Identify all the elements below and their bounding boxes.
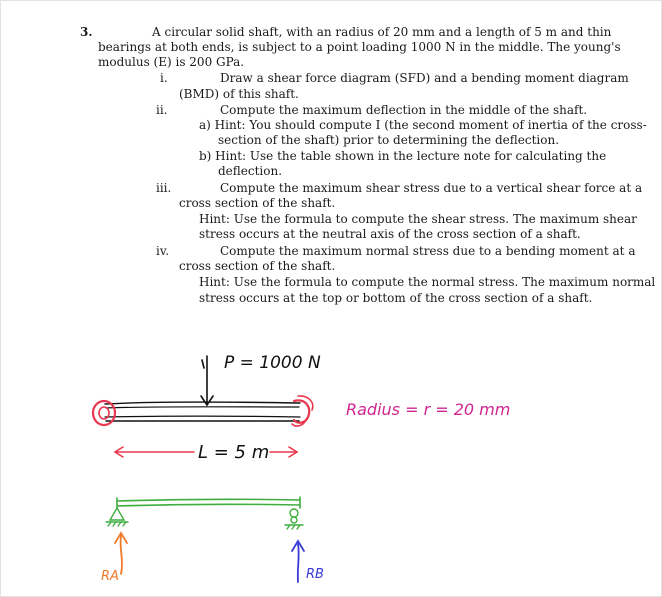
item-ii-hint-a-2: section of the shaft) prior to determining the deflection. [218,133,560,147]
item-ii-text: Compute the maximum deflection in the middle of the shaft. [220,103,588,117]
beam-model [117,497,300,508]
load-arrow-icon [201,356,213,405]
item-i-text-1: Draw a shear force diagram (SFD) and a bending moment diagram [220,71,629,85]
reaction-a-arrow-icon [115,533,127,574]
item-iv-marker: iv. [156,244,170,258]
pin-support-a-icon [106,508,128,526]
length-label: L = 5 m [198,442,270,463]
item-ii-hint-a-1: a) Hint: You should compute I (the second moment of inertia of the cross- [199,118,647,132]
item-ii-marker: ii. [156,103,168,117]
item-iii-hint-2: stress occurs at the neutral axis of the cross section of a shaft. [199,227,581,241]
item-iii-hint-1: Hint: Use the formula to compute the shear stress. The maximum shear [199,212,637,226]
item-iii-text-2: cross section of the shaft. [179,196,336,210]
load-label: P = 1000 N [224,353,321,373]
item-iv-text-2: cross section of the shaft. [179,259,336,273]
item-ii-hint-b-1: b) Hint: Use the table shown in the lecture note for calculating the [199,149,607,163]
item-iii-marker: iii. [156,181,172,195]
reaction-b-arrow-icon [292,541,304,582]
reaction-a-label: RA [101,569,119,584]
item-ii-hint-b-2: deflection. [218,164,283,178]
problem-intro-line-3: modulus (E) is 200 GPa. [98,55,245,69]
reaction-b-label: RB [306,567,324,582]
problem-intro-line-2: bearings at both ends, is subject to a point loading 1000 N in the middle. The young's [98,40,621,54]
item-iii-text-1: Compute the maximum shear stress due to a vertical shear force at a [220,181,643,195]
item-i-text-2: (BMD) of this shaft. [179,87,299,101]
item-i-marker: i. [160,71,168,85]
item-iv-text-1: Compute the maximum normal stress due to a bending moment at a [220,244,636,258]
radius-label: Radius = r = 20 mm [346,400,511,419]
item-iv-hint-1: Hint: Use the formula to compute the normal stress. The maximum normal [199,275,656,289]
item-iv-hint-2: stress occurs at the top or bottom of the cross section of a shaft. [199,291,593,305]
roller-support-b-icon [285,509,303,529]
shaft-body [93,396,313,426]
problem-number: 3. [80,25,93,39]
problem-intro-line-1: A circular solid shaft, with an radius of 20 mm and a length of 5 m and thin [152,25,612,39]
